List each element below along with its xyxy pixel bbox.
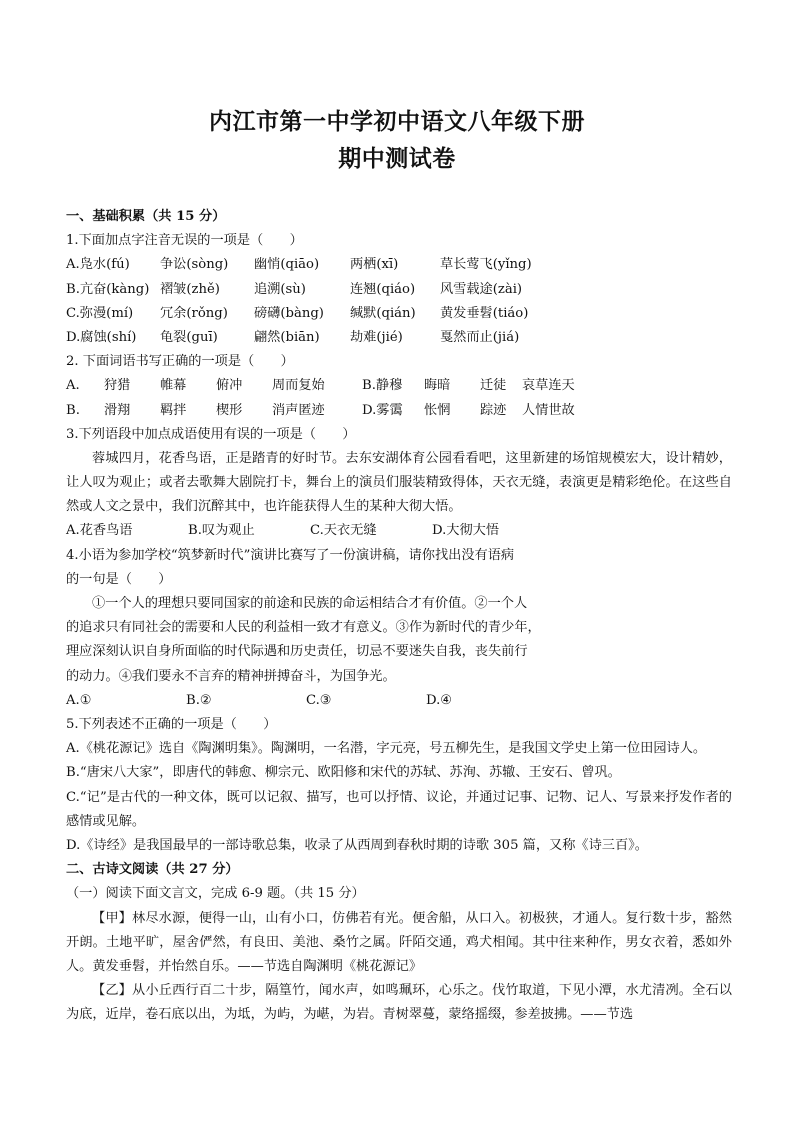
option-cell: 迁徒: [480, 378, 507, 394]
section-heading: 二、古诗文阅读（共 27 分）: [66, 862, 239, 878]
option-cell: 帷幕: [160, 378, 187, 394]
option-d: D.《诗经》是我国最早的一部诗歌总集，收录了从西周到春秋时期的诗歌 305 篇，又称《诗三百》。: [66, 837, 648, 853]
section-heading: 一、基础积累（共 15 分）: [66, 209, 226, 224]
option-d: D.大彻大悟: [432, 523, 500, 539]
classical-text-yi: 【乙】从小丘西行百二十步，隔篁竹，闻水声，如鸣珮环，心乐之。伐竹取道，下见小潭，水尤清冽。全石以为底，近岸，卷石底以出，为坻，为屿，为嵁，为岩。青树翠蔓，蒙络摇缀，参差披拂。——节选: [66, 983, 732, 1023]
passage-line: 理应深刻认识自身所面临的时代际遇和历史责任，切忌不要迷失自我，丧失前行: [66, 644, 528, 660]
option-cell: 羁拌: [160, 402, 187, 418]
exam-content: [66, 205, 732, 1028]
option-cell: B.: [66, 402, 80, 418]
option-cell: 幽悄(qiāo): [254, 257, 320, 273]
option-cell: D.雾霭: [362, 402, 403, 418]
option-cell: 狩猎: [104, 378, 131, 394]
question-stem: 1.下面加点字注音无误的一项是（ ）: [66, 233, 303, 249]
classical-text-jia: 【甲】林尽水源，便得一山，山有小口，仿佛若有光。便舍船，从口入。初极狭，才通人。复行数十步，豁然开朗。土地平旷，屋舍俨然，有良田、美池、桑竹之属。阡陌交通，鸡犬相闻。其中往来种作，男女衣着，悉如外人。黄发垂髫，并怡然自乐。——节选自陶渊明《桃花源记》: [66, 910, 732, 974]
exam-title: 内江市第一中学初中语文八年级下册: [209, 108, 585, 135]
option-cell: 连翘(qiáo): [350, 281, 416, 297]
option-cell: 踪迹: [480, 402, 507, 418]
option-row: [66, 689, 732, 713]
option-c: C.“记”是古代的一种文体，既可以记叙、描写，也可以抒情、议论，并通过记事、记物、记人、写景来抒发作者的感情或见解。: [66, 789, 732, 829]
option-cell: 怅惘: [424, 402, 451, 418]
reading-passage: 蓉城四月，花香鸟语，正是踏青的好时节。去东安湖体育公园看看吧，这里新建的场馆规模宏大，设计精妙，让人叹为观止；或者去歌舞大剧院打卡，舞台上的演员们服装精致得体，天衣无缝，表演更是精彩绝伦。在这些自然或人文之景中，我们沉醉其中，也许能获得人生的某种大彻大悟。: [66, 450, 732, 515]
option-cell: 劫难(jié): [350, 329, 403, 345]
option-row: [66, 253, 732, 277]
option-cell: 两栖(xī): [350, 257, 399, 273]
option-b: B.②: [186, 692, 212, 708]
option-cell: 黄发垂髫(tiáo): [440, 305, 529, 321]
option-cell: 追溯(sù): [254, 281, 306, 297]
option-b: B.“唐宋八大家”，即唐代的韩愈、柳宗元、欧阳修和宋代的苏轼、苏洵、苏辙、王安石、曾巩。: [66, 765, 621, 781]
option-row: [66, 302, 732, 326]
option-row: [66, 519, 732, 543]
option-cell: 人情世故: [522, 402, 575, 418]
option-cell: 周而复始: [272, 378, 325, 394]
option-b: B.叹为观止: [188, 523, 255, 539]
option-c: C.天衣无缝: [310, 523, 377, 539]
option-cell: D.腐蚀(shí): [66, 329, 137, 345]
question-stem: 4.小语为参加学校“筑梦新时代”演讲比赛写了一份演讲稿，请你找出没有语病: [66, 547, 515, 563]
option-cell: 争讼(sòng): [160, 257, 229, 273]
option-cell: 晦暗: [424, 378, 451, 394]
option-row: [66, 326, 732, 350]
option-c: C.③: [306, 692, 332, 708]
option-cell: 缄默(qián): [350, 305, 416, 321]
option-a: A.花香鸟语: [66, 523, 133, 539]
question-stem: 2. 下面词语书写正确的一项是（ ）: [66, 354, 294, 370]
option-row: [66, 399, 732, 423]
option-cell: 龟裂(guī): [160, 329, 218, 345]
option-cell: A.: [66, 378, 80, 394]
option-cell: 磅礴(bàng): [254, 305, 324, 321]
option-cell: 哀草连天: [522, 378, 575, 394]
exam-subtitle: 期中测试卷: [338, 145, 456, 172]
option-cell: B.亢奋(kàng): [66, 281, 150, 297]
passage-line: 的动力。④我们要永不言弃的精神拼搏奋斗，为国争光。: [66, 668, 396, 684]
option-cell: 草长莺飞(yǐng): [440, 257, 532, 273]
question-stem: 3.下列语段中加点成语使用有误的一项是（ ）: [66, 426, 356, 442]
option-cell: A.凫水(fú): [66, 257, 130, 273]
option-d: D.④: [426, 692, 453, 708]
option-a: A.《桃花源记》选自《陶渊明集》。陶渊明，一名潜，字元亮，号五柳先生，是我国文学史上第一位田园诗人。: [66, 741, 707, 757]
option-a: A.①: [66, 692, 92, 708]
option-row: [66, 374, 732, 398]
question-stem: 5.下列表述不正确的一项是（ ）: [66, 716, 277, 732]
option-cell: 褶皱(zhě): [160, 281, 220, 297]
option-cell: 戛然而止(jiá): [440, 329, 520, 345]
option-cell: 冗余(rǒng): [160, 305, 228, 321]
option-row: [66, 278, 732, 302]
option-cell: 消声匿迹: [272, 402, 325, 418]
question-stem-cont: 的一句是（ ）: [66, 571, 172, 587]
option-cell: B.静穆: [362, 378, 403, 394]
subsection-heading: （一）阅读下面文言文，完成 6-9 题。（共 15 分）: [66, 886, 365, 902]
option-cell: 楔形: [216, 402, 243, 418]
passage-line: ①一个人的理想只要同国家的前途和民族的命运相结合才有价值。②一个人: [92, 596, 528, 612]
passage-line: 的追求只有同社会的需要和人民的利益相一致才有意义。③作为新时代的青少年，: [66, 620, 541, 636]
option-cell: C.弥漫(mí): [66, 305, 134, 321]
option-cell: 滑翔: [104, 402, 131, 418]
option-cell: 翩然(biān): [254, 329, 320, 345]
option-cell: 风雪载途(zài): [440, 281, 523, 297]
option-cell: 俯冲: [216, 378, 243, 394]
